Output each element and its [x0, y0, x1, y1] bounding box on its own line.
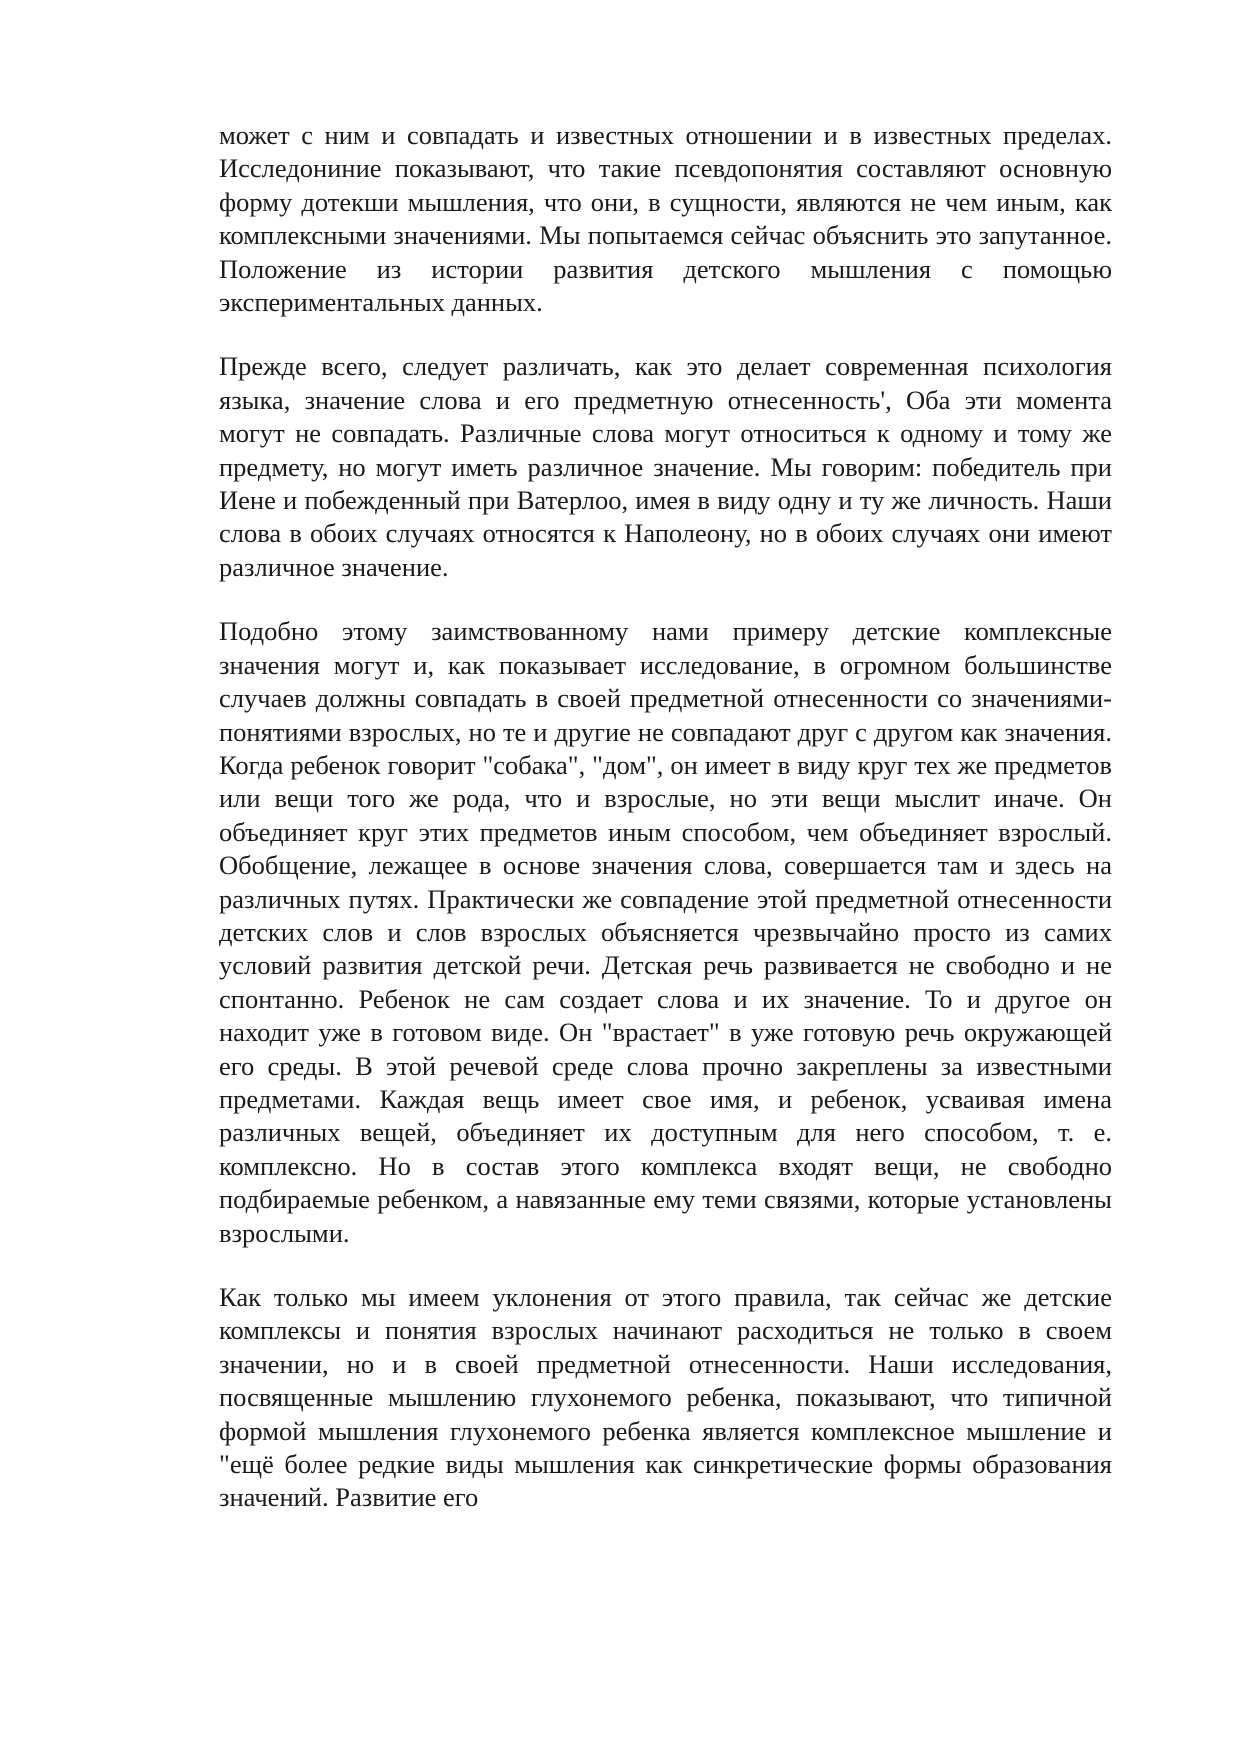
paragraph-2: Прежде всего, следует различать, как это делает современная психология языка, значение слова и его предметную отнесенность', Оба эти момента могут не совпадать. Различные слова могут относиться к одному и тому же предмету, но могут иметь различное значение. Мы говорим: победитель при Иене и побежденный при Ватерлоо, имея в виду одну и ту же личность. Наши слова в обоих случаях относятся к Наполеону, но в обоих случаях они имеют различное значение.	[219, 351, 1112, 582]
paragraph-1: может с ним и совпадать и известных отношении и в известных пределах. Исследониние показывают, что такие псевдопонятия составляют основную форму дотекши мышления, что они, в сущности, являются не чем иным, как комплексными значениями. Мы попытаемся сейчас объяснить это запутанное. Положение из истории развития детского мышления с помощью экспериментальных данных.	[219, 120, 1112, 318]
paragraph-4: Как только мы имеем уклонения от этого правила, так сейчас же детские комплексы и понятия взрослых начинают расходиться не только в своем значении, но и в своей предметной отнесенности. Наши исследования, посвященные мышлению глухонемого ребенка, показывают, что типичной формой мышления глухонемого ребенка является комплексное мышление и "ещё более редкие виды мышления как синкретические формы образования значений. Развитие его	[219, 1282, 1112, 1513]
paragraph-3: Подобно этому заимствованному нами примеру детские комплексные значения могут и, как показывает исследование, в огромном большинстве случаев должны совпадать в своей предметной отнесенности со значениями-понятиями взрослых, но те и другие не совпадают друг с другом как значения. Когда ребенок говорит "собака", "дом", он имеет в виду круг тех же предметов или вещи того же рода, что и взрослые, но эти вещи мыслит иначе. Он объединяет круг этих предметов иным способом, чем объединяет взрослый. Обобщение, лежащее в основе значения слова, совершается там и здесь на различных путях. Практически же совпадение этой предметной отнесенности детских слов и слов взрослых объясняется чрезвычайно просто из самих условий развития детской речи. Детская речь развивается не свободно и не спонтанно. Ребенок не сам создает слова и их значение. То и другое он находит уже в готовом виде. Он "врастает" в уже готовую речь окружающей его среды. В этой речевой среде слова прочно закреплены за известными предметами. Каждая вещь имеет свое имя, и ребенок, усваивая имена различных вещей, объединяет их доступным для него способом, т. е. комплексно. Но в состав этого комплекса входят вещи, не свободно подбираемые ребенком, а навязанные ему теми связями, которые установлены взрослыми.	[219, 616, 1112, 1248]
text-column	[219, 119, 1112, 1515]
